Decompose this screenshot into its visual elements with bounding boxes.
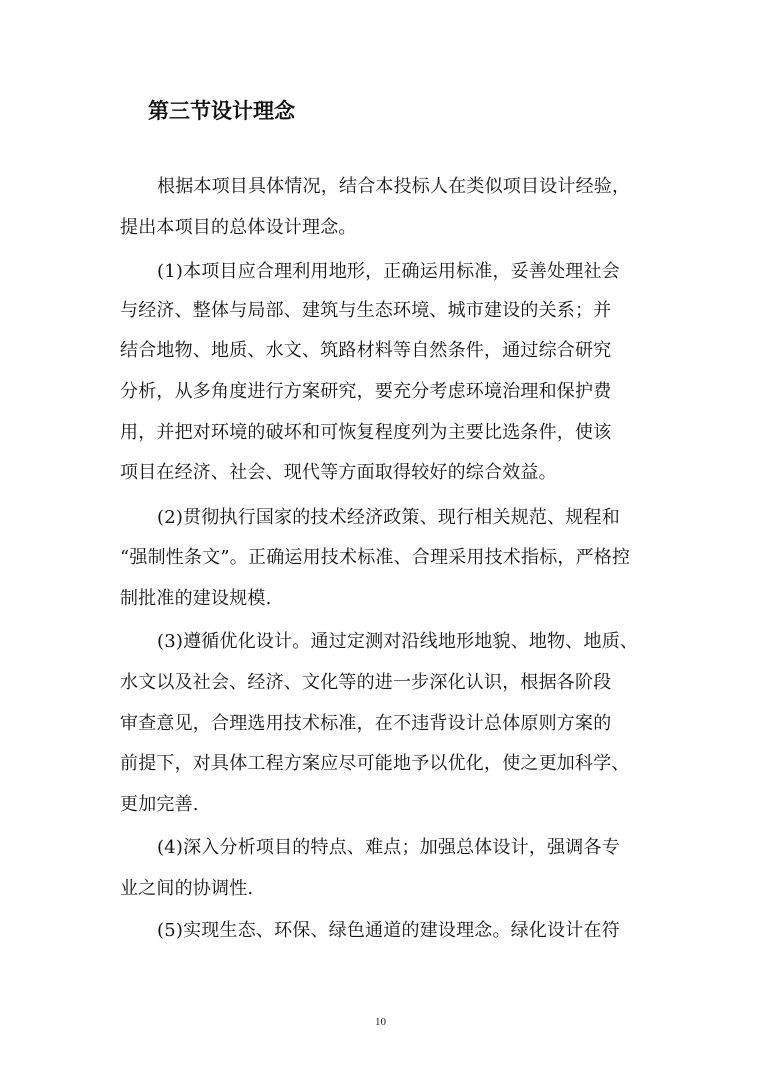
body-line-3: (1)本项目应合理利用地形，正确运用标准，妥善处理社会 (157, 261, 620, 282)
body-line-17: (4)深入分析项目的特点、难点；加强总体设计，强调各专 (157, 837, 620, 858)
page-number: 10 (375, 1016, 386, 1028)
body-line-10: “强制性条文”。正确运用技术标准、合理采用技术指标，严格控 (120, 547, 631, 568)
body-line-5: 结合地物、地质、水文、筑路材料等自然条件，通过综合研究 (120, 340, 612, 361)
body-line-6: 分析，从多角度进行方案研究，要充分考虑环境治理和保护费 (120, 381, 612, 402)
body-line-1: 根据本项目具体情况，结合本投标人在类似项目设计经验， (157, 176, 631, 197)
body-line-19: (5)实现生态、环保、绿色通道的建设理念。绿化设计在符 (157, 920, 620, 941)
body-line-18: 业之间的协调性. (120, 878, 254, 899)
body-line-9: (2)贯彻执行国家的技术经济政策、现行相关规范、规程和 (157, 507, 620, 528)
body-line-12: (3)遵循优化设计。通过定测对沿线地形地貌、地物、地质、 (157, 631, 639, 652)
body-line-14: 审查意见，合理选用技术标准，在不违背设计总体原则方案的 (120, 713, 612, 734)
body-line-7: 用，并把对环境的破坏和可恢复程度列为主要比选条件，使该 (120, 422, 612, 443)
section-heading: 第三节设计理念 (148, 98, 295, 123)
body-line-11: 制批准的建设规模. (120, 588, 272, 609)
body-line-8: 项目在经济、社会、现代等方面取得较好的综合效益。 (120, 462, 557, 483)
body-line-15: 前提下，对具体工程方案应尽可能地予以优化，使之更加科学、 (120, 753, 630, 774)
body-line-16: 更加完善. (120, 794, 199, 815)
body-line-4: 与经济、整体与局部、建筑与生态环境、城市建设的关系；并 (120, 300, 612, 321)
body-line-13: 水文以及社会、经济、文化等的进一步深化认识，根据各阶段 (120, 672, 612, 693)
body-line-2: 提出本项目的总体设计理念。 (120, 217, 357, 238)
